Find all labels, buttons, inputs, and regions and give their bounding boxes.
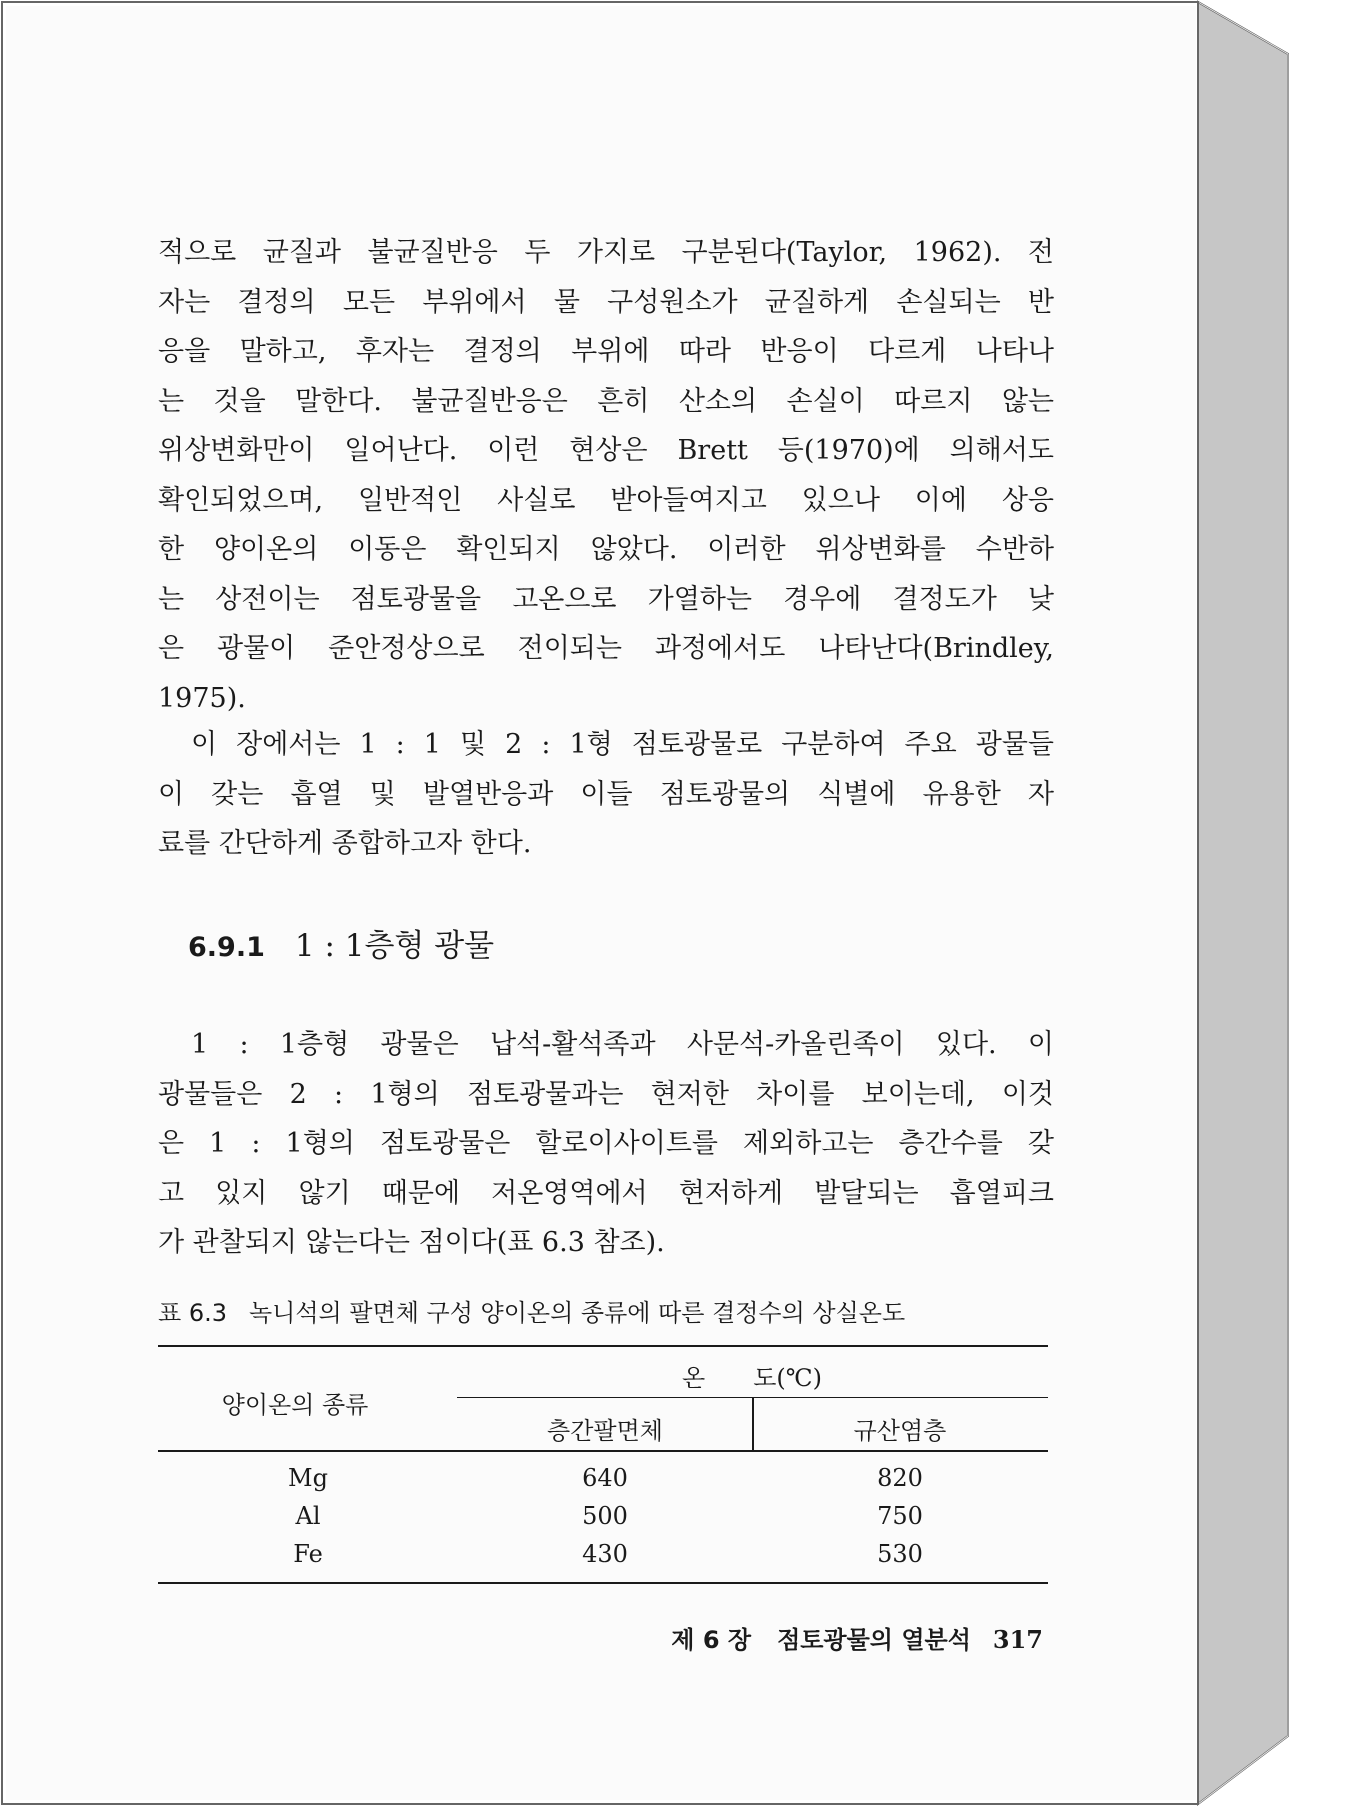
text-line: 고 있지 않기 때문에 저온영역에서 현저하게 발달되는 흡열피크 [158, 1177, 1054, 1209]
table-column-divider [752, 1398, 754, 1450]
page-number: 317 [992, 1625, 1043, 1654]
text-line: 이 갖는 흡열 및 발열반응과 이들 점토광물의 식별에 유용한 자 [158, 778, 1054, 810]
body-paragraph-2 [158, 720, 1054, 869]
text-line: 는 상전이는 점토광물을 고온으로 가열하는 경우에 결정도가 낮 [158, 583, 1054, 615]
footer-chapter-title: 점토광물의 열분석 [777, 1626, 971, 1654]
text-line: 1 : 1층형 광물은 납석-활석족과 사문석-카올린족이 있다. 이 [191, 1029, 1054, 1060]
cell-interlayer: 500 [582, 1502, 628, 1530]
body-paragraph-1 [158, 228, 1054, 723]
book-spine-shade [1198, 2, 1288, 1804]
text-line: 이 장에서는 1 : 1 및 2 : 1형 점토광물로 구분하여 주요 광물들 [191, 729, 1054, 760]
footer-chapter: 제 6 장 [671, 1626, 752, 1654]
page-footer [671, 1620, 1043, 1655]
table-caption-label: 표 6.3 [158, 1299, 227, 1327]
text-line: 광물들은 2 : 1형의 점토광물과는 현저한 차이를 보이는데, 이것 [158, 1078, 1054, 1110]
text-line: 확인되었으며, 일반적인 사실로 받아들여지고 있으나 이에 상응 [158, 484, 1054, 516]
table-caption [158, 1293, 905, 1328]
text-line: 1975). [158, 682, 246, 714]
section-heading [188, 920, 494, 965]
cell-silicate: 530 [877, 1540, 923, 1568]
cell-cation: Al [295, 1502, 321, 1530]
cell-cation: Fe [293, 1540, 323, 1568]
text-line: 은 광물이 준안정상으로 전이되는 과정에서도 나타난다(Brindley, [158, 633, 1054, 664]
cell-silicate: 820 [877, 1464, 923, 1492]
table-caption-text: 녹니석의 팔면체 구성 양이온의 종류에 따른 결정수의 상실온도 [248, 1299, 906, 1327]
text-line: 응을 말하고, 후자는 결정의 부위에 따라 반응이 다르게 나타나 [158, 336, 1054, 367]
col-header-silicate: 규산염층 [853, 1417, 947, 1445]
section-number: 6.9.1 [188, 932, 265, 963]
table-top-rule [158, 1345, 1048, 1347]
text-line: 자는 결정의 모든 부위에서 물 구성원소가 균질하게 손실되는 반 [158, 286, 1054, 318]
text-line: 은 1 : 1형의 점토광물은 할로이사이트를 제외하고는 층간수를 갖 [158, 1128, 1054, 1159]
group-header-cell: 온 도(℃) [682, 1364, 822, 1392]
text-line: 위상변화만이 일어난다. 이런 현상은 Brett 등(1970)에 의해서도 [158, 435, 1054, 466]
cell-interlayer: 430 [582, 1540, 628, 1568]
cell-cation: Mg [288, 1464, 328, 1492]
text-line: 가 관찰되지 않는다는 점이다(표 6.3 참조). [158, 1227, 665, 1258]
row-header-cell: 양이온의 종류 [221, 1391, 369, 1419]
text-line: 적으로 균질과 불균질반응 두 가지로 구분된다(Taylor, 1962). 전 [158, 237, 1054, 268]
cell-interlayer: 640 [582, 1464, 628, 1492]
section-title: 1 : 1층형 광물 [294, 928, 495, 964]
cell-silicate: 750 [877, 1502, 923, 1530]
text-line: 한 양이온의 이동은 확인되지 않았다. 이러한 위상변화를 수반하 [158, 534, 1054, 565]
table-header-rule [158, 1450, 1048, 1452]
text-line: 료를 간단하게 종합하고자 한다. [158, 828, 532, 859]
body-paragraph-3 [158, 1020, 1054, 1268]
table-bottom-rule [158, 1582, 1048, 1584]
text-line: 는 것을 말한다. 불균질반응은 흔히 산소의 손실이 따르지 않는 [158, 385, 1054, 417]
col-header-interlayer: 층간팔면체 [547, 1417, 663, 1445]
